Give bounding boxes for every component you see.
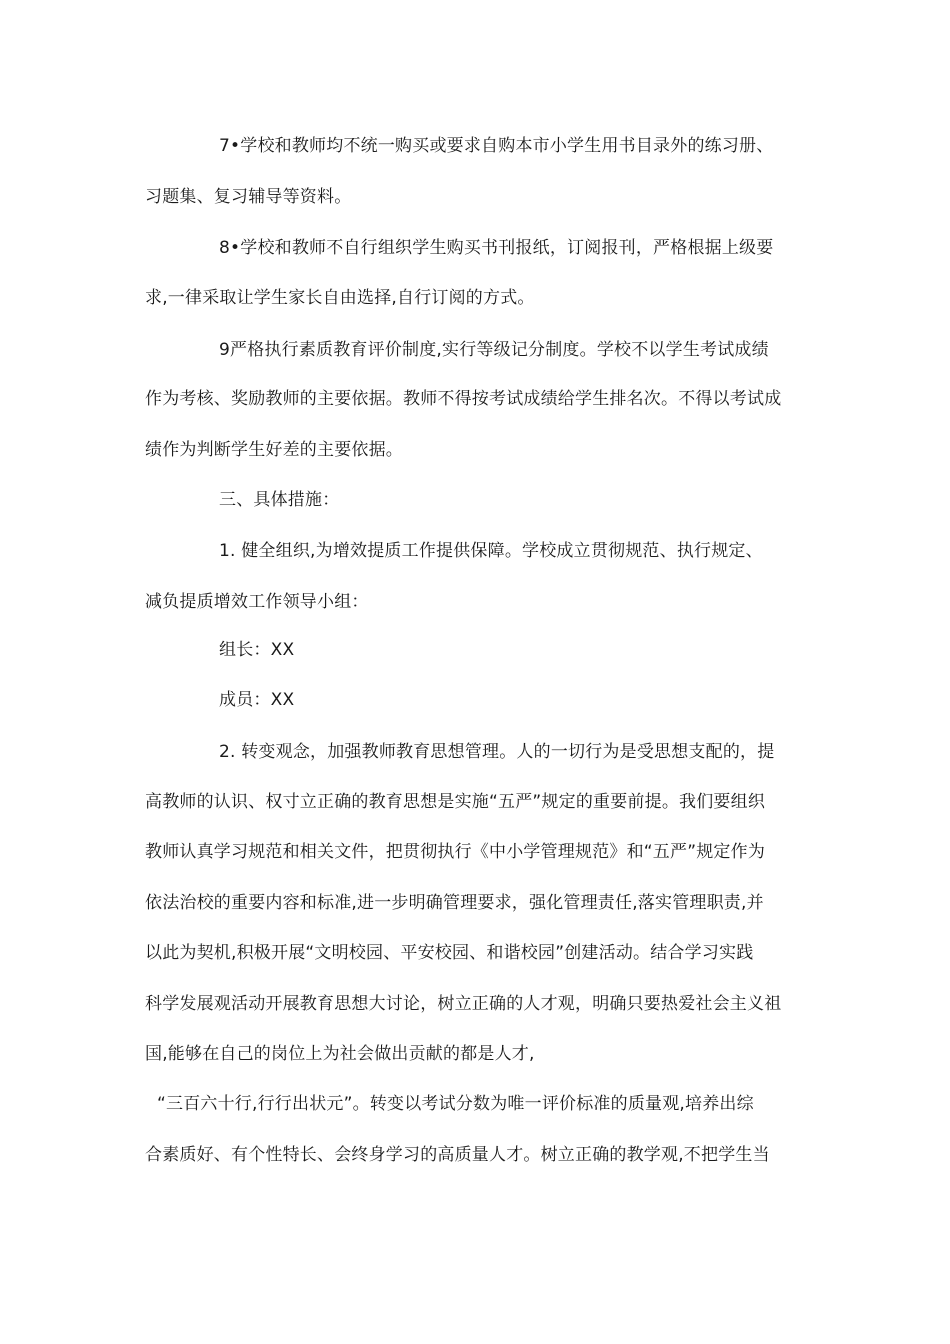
group-members-line: 成员：XX bbox=[219, 690, 295, 710]
measure-2-line-2: 高教师的认识、权寸立正确的教育思想是实施“五严”规定的重要前提。我们要组织 bbox=[145, 792, 766, 812]
group-leader-line: 组长：XX bbox=[219, 640, 295, 660]
measure-2-line-5: 以此为契机,积极开展“文明校园、平安校园、和谐校园”创建活动。结合学习实践 bbox=[145, 943, 754, 963]
paragraph-9-line-2: 作为考核、奖励教师的主要依据。教师不得按考试成绩给学生排名次。不得以考试成 bbox=[145, 389, 782, 409]
paragraph-7-line-2: 习题集、复习辅导等资料。 bbox=[145, 187, 352, 207]
measure-2-line-1: 2. 转变观念，加强教师教育思想管理。人的一切行为是受思想支配的，提 bbox=[219, 742, 775, 762]
measure-2-line-9: 合素质好、有个性特长、会终身学习的高质量人才。树立正确的教学观,不把学生当 bbox=[145, 1145, 770, 1165]
measure-1-line-2: 减负提质增效工作领导小组： bbox=[145, 592, 369, 612]
measure-2-line-8: “三百六十行,行行出状元”。转变以考试分数为唯一评价标准的质量观,培养出综 bbox=[157, 1094, 754, 1114]
section-heading-measures: 三、具体措施： bbox=[219, 490, 340, 510]
paragraph-7-line-1: 7•学校和教师均不统一购买或要求自购本市小学生用书目录外的练习册、 bbox=[219, 136, 774, 156]
measure-2-line-4: 依法治校的重要内容和标准,进一步明确管理要求，强化管理责任,落实管理职责,并 bbox=[145, 893, 764, 913]
measure-1-line-1: 1. 健全组织,为增效提质工作提供保障。学校成立贯彻规范、执行规定、 bbox=[219, 541, 763, 561]
measure-2-line-6: 科学发展观活动开展教育思想大讨论，树立正确的人才观，明确只要热爱社会主义祖 bbox=[145, 994, 782, 1014]
measure-2-line-3: 教师认真学习规范和相关文件，把贯彻执行《中小学管理规范》和“五严”规定作为 bbox=[145, 842, 766, 862]
paragraph-8-line-1: 8•学校和教师不自行组织学生购买书刊报纸，订阅报刊，严格根据上级要 bbox=[219, 238, 774, 258]
paragraph-9-line-1: 9严格执行素质教育评价制度,实行等级记分制度。学校不以学生考试成绩 bbox=[219, 340, 769, 360]
measure-2-line-7: 国,能够在自己的岗位上为社会做出贡献的都是人才, bbox=[145, 1044, 535, 1064]
paragraph-8-line-2: 求,一律采取让学生家长自由选择,自行订阅的方式。 bbox=[145, 288, 535, 308]
paragraph-9-line-3: 绩作为判断学生好差的主要依据。 bbox=[145, 440, 403, 460]
